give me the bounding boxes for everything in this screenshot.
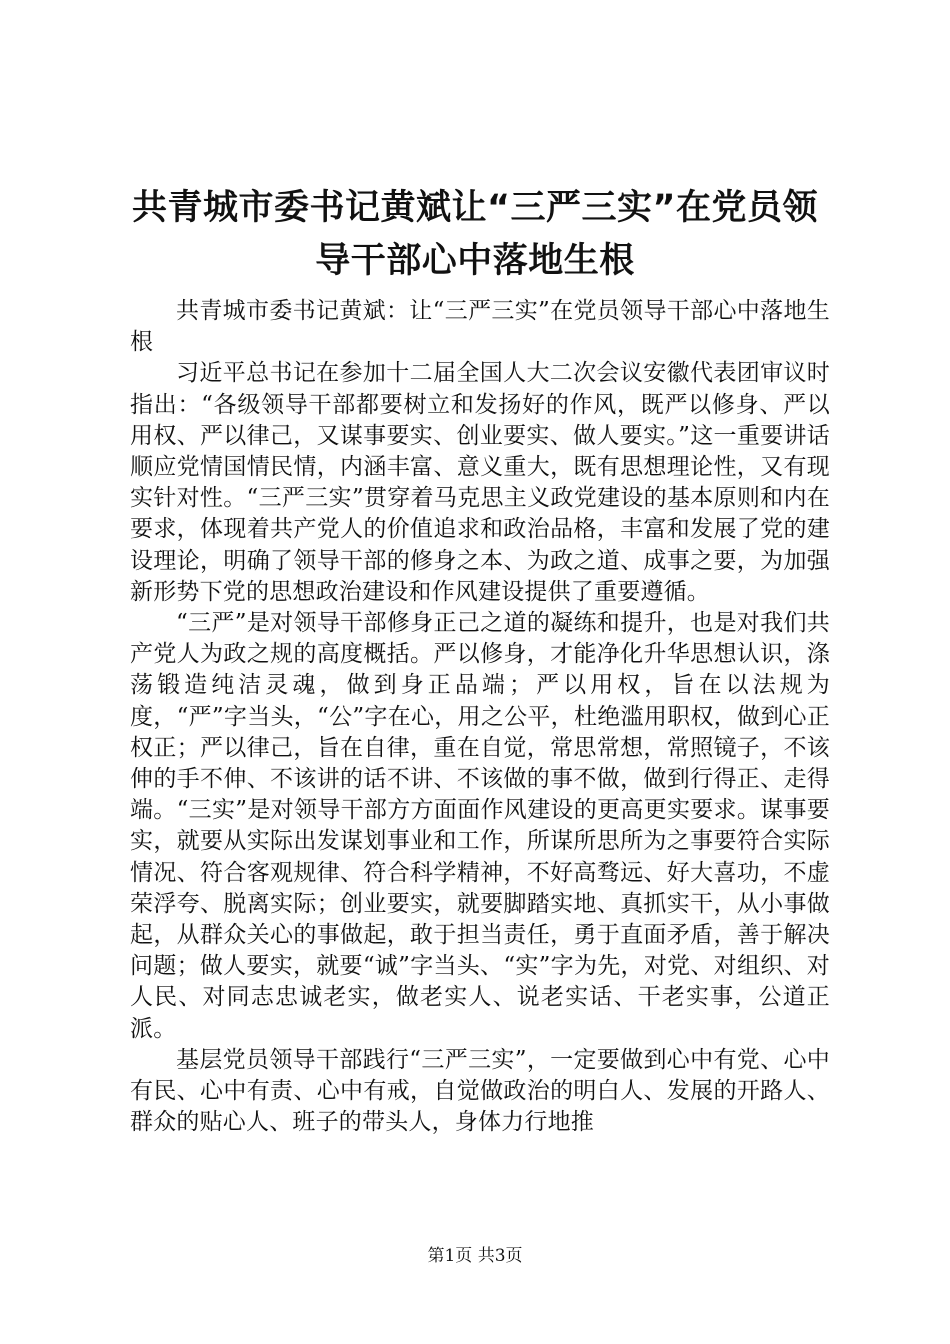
paragraph-subtitle: 共青城市委书记黄斌：让“三严三实”在党员领导干部心中落地生根 xyxy=(130,298,830,356)
document-title xyxy=(110,182,840,288)
paragraph: 习近平总书记在参加十二届全国人大二次会议安徽代表团审议时指出：“各级领导干部都要树立和发扬好的作风，既严以修身、严以用权、严以律己，又谋事要实、创业要实、做人要实。”这一重要讲话顺应党情国情民情，内涵丰富、意义重大，既有思想理论性，又有现实针对性。“三严三实”贯穿着马克思主义政党建设的基本原则和内在要求，体现着共产党人的价值追求和政治品格，丰富和发展了党的建设理论，明确了领导干部的修身之本、为政之道、成事之要，为加强新形势下党的思想政治建设和作风建设提供了重要遵循。 xyxy=(130,360,830,605)
document-body xyxy=(130,296,830,1138)
title-line-1: 共青城市委书记黄斌让“三严三实”在党员领 xyxy=(131,188,818,228)
title-line-2: 导干部心中落地生根 xyxy=(315,241,635,281)
paragraph: 基层党员领导干部践行“三严三实”，一定要做到心中有党、心中有民、心中有责、心中有戒，自觉做政治的明白人、发展的开路人、群众的贴心人、班子的带头人，身体力行地推 xyxy=(130,1046,830,1136)
paragraph: “三严”是对领导干部修身正己之道的凝练和提升，也是对我们共产党人为政之规的高度概括。严以修身，才能净化升华思想认识，涤荡锻造纯洁灵魂，做到身正品端；严以用权，旨在以法规为度，“严”字当头，“公”字在心，用之公平，杜绝滥用职权，做到心正权正；严以律己，旨在自律，重在自觉，常思常想，常照镜子，不该伸的手不伸、不该讲的话不讲、不该做的事不做，做到行得正、走得端。“三实”是对领导干部方方面面作风建设的更高更实要求。谋事要实，就要从实际出发谋划事业和工作，所谋所思所为之事要符合实际情况、符合客观规律、符合科学精神，不好高骛远、好大喜功，不虚荣浮夸、脱离实际；创业要实，就要脚踏实地、真抓实干，从小事做起，从群众关心的事做起，敢于担当责任，勇于直面矛盾，善于解决问题；做人要实，就要“诚”字当头、“实”字为先，对党、对组织、对人民、对同志忠诚老实，做老实人、说老实话、干老实事，公道正派。 xyxy=(130,610,830,1042)
page-number-footer: 第1页 共3页 xyxy=(427,1246,523,1266)
